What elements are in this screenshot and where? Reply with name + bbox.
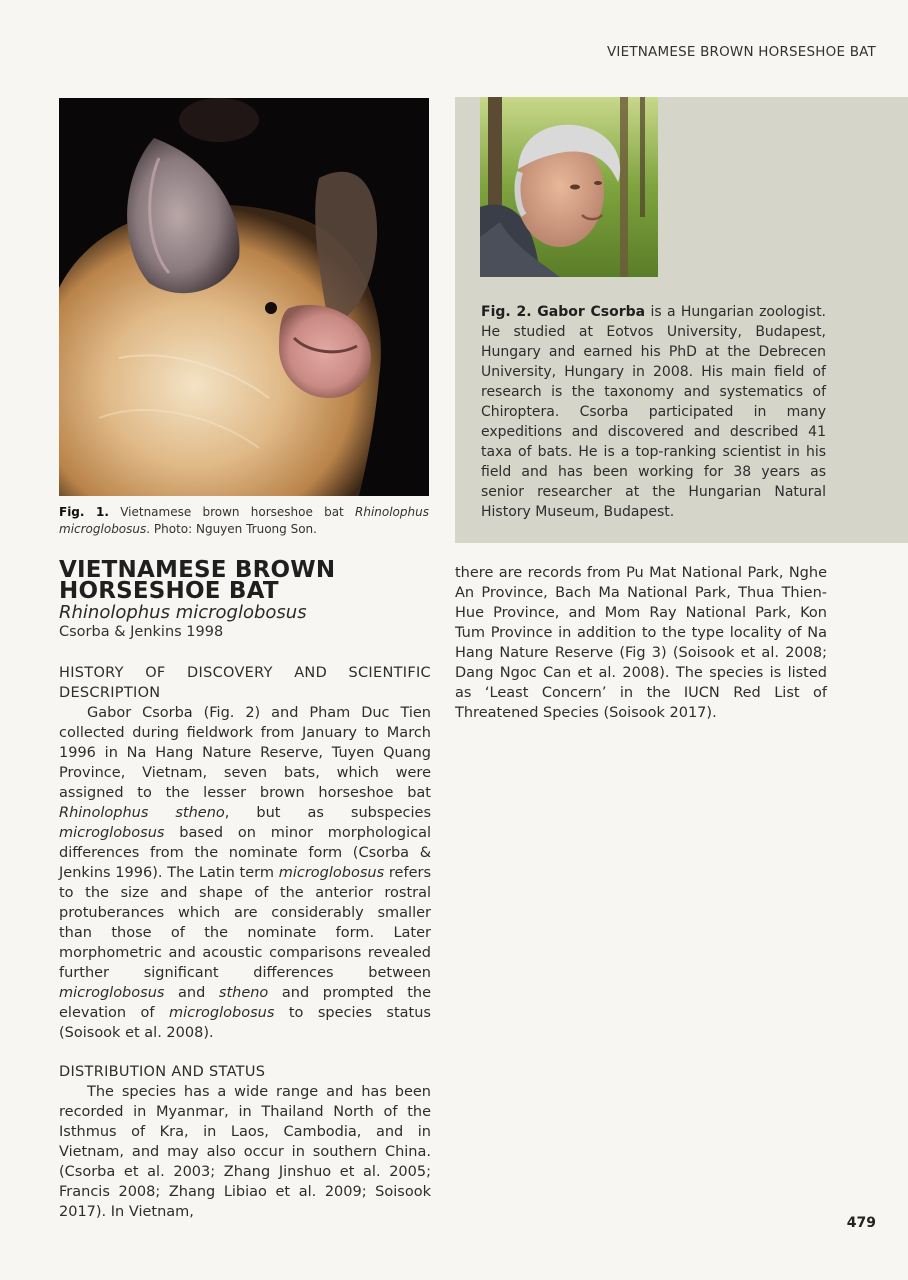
distribution-paragraph-part2: there are records from Pu Mat National Park, Nghe An Province, Bach Ma National Park, Thua Thien-Hue Province, and Mom Ray National Park, Kon Tum Province in addition to the type locality of Na Hang Nature Reserve (Fig 3) (Soisook et al. 2008; Dang Ngoc Can et al. 2008). The species is listed as ‘Least Concern’ in the IUCN Red List of Threatened Species (Soisook 2017). xyxy=(455,565,827,721)
text-run: and prompted the elevation of xyxy=(59,985,431,1021)
text-run: and xyxy=(164,985,219,1001)
figure-1-species: Rhinolophus microglobosus xyxy=(59,505,429,536)
history-paragraph xyxy=(59,703,431,1043)
figure-2-caption xyxy=(481,302,826,522)
text-run: , but as subspecies xyxy=(224,805,431,821)
italic-term: microglobosus xyxy=(59,985,165,1001)
italic-term: microglobosus xyxy=(168,1005,275,1021)
italic-term: microglobosus xyxy=(59,825,165,841)
figure-1-text: Vietnamese brown horseshoe bat xyxy=(120,505,344,519)
column-left xyxy=(59,663,431,1222)
figure-2-text: is a Hungarian zoologist. He studied at Eotvos University, Budapest, Hungary and earned his PhD at the Debrecen University, Hungary in 2008. His main field of research is the taxonomy and systematics of Chiroptera. Csorba participated in many expeditions and discovered and described 41 taxa of bats. He is a top-ranking scientist in his field and has been working for 38 years as senior researcher at the Hungarian Natural History Museum, Budapest. xyxy=(481,304,827,520)
text-run: to species status (Soisook et al. 2008). xyxy=(59,1005,431,1041)
portrait-photo xyxy=(480,97,658,277)
figure-1-label: Fig. 1. xyxy=(59,505,109,519)
italic-term: Rhinolophus stheno xyxy=(59,805,225,821)
portrait-illustration xyxy=(480,97,658,277)
figure-2-label: Fig. 2. Gabor Csorba xyxy=(481,304,646,320)
italic-term: stheno xyxy=(218,985,269,1001)
text-run: refers to the size and shape of the anterior rostral protuberances which are considerably smaller than those of the nominate form. Later morphometric and acoustic comparisons revealed further significant differences between xyxy=(59,865,432,981)
column-right xyxy=(455,563,827,723)
species-authority: Csorba & Jenkins 1998 xyxy=(59,624,224,640)
figure-2-box xyxy=(455,97,908,543)
distribution-heading: DISTRIBUTION AND STATUS xyxy=(59,1064,266,1080)
bat-photo xyxy=(59,98,429,496)
figure-1-caption xyxy=(59,504,429,538)
bat-illustration xyxy=(59,98,429,496)
species-scientific-name: Rhinolophus microglobosus xyxy=(59,602,307,623)
text-run: Gabor Csorba (Fig. 2) and Pham Duc Tien collected during fieldwork from January to March 1996 in Na Hang Nature Reserve, Tuyen Quang Province, Vietnam, seven bats, which were assigned to the lesser brown horseshoe bat xyxy=(59,705,431,801)
running-head: VIETNAMESE BROWN HORSESHOE BAT xyxy=(606,44,876,60)
distribution-paragraph-part1: The species has a wide range and has been recorded in Myanmar, in Thailand North of the Isthmus of Kra, in Laos, Cambodia, and in Vietnam, and may also occur in southern China. (Csorba et al. 2003; Zhang Jinshuo et al. 2005; Francis 2008; Zhang Libiao et al. 2009; Soisook 2017). In Vietnam, xyxy=(59,1084,431,1220)
species-common-name: VIETNAMESE BROWN HORSESHOE BAT xyxy=(59,557,336,604)
text-run: based on minor morphological differences from the nominate form (Csorba & Jenkins 1996). The Latin term xyxy=(59,825,431,881)
figure-1-credit: . Photo: Nguyen Truong Son. xyxy=(146,522,317,536)
italic-term: microglobosus xyxy=(278,865,385,881)
history-heading: HISTORY OF DISCOVERY AND SCIENTIFIC DESCRIPTION xyxy=(59,665,431,701)
page-number: 479 xyxy=(846,1215,876,1231)
